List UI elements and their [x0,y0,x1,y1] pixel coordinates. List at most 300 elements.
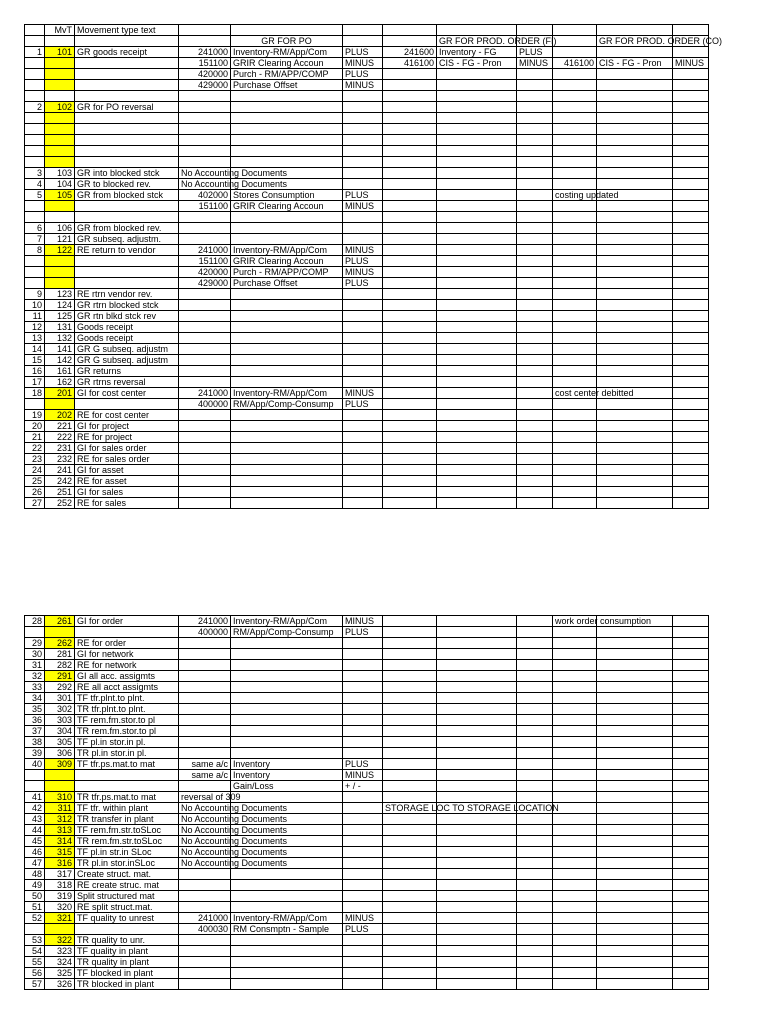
table-row [25,421,709,432]
row-number-cell: 24 [25,465,45,476]
table-row [25,443,709,454]
data-cell [553,660,597,671]
movement-type-cell: 102 [45,102,75,113]
movement-text-cell: RE return to vendor [75,245,179,256]
data-cell [383,377,437,388]
data-cell [553,157,597,168]
data-cell [231,102,343,113]
data-cell [597,168,673,179]
row-number-cell: 21 [25,432,45,443]
data-cell [383,443,437,454]
data-cell [179,649,231,660]
data-cell [553,80,597,91]
data-cell [179,366,231,377]
data-cell [553,748,597,759]
table-row [25,979,709,990]
data-cell [517,869,553,880]
data-cell [383,924,437,935]
data-cell [383,880,437,891]
data-cell [673,498,709,509]
movement-text-cell: TF rem.fm.stor.to pl [75,715,179,726]
data-cell [437,693,517,704]
data-cell [517,212,553,223]
row-number-cell: 53 [25,935,45,946]
data-cell [553,902,597,913]
data-cell [231,344,343,355]
data-cell [553,792,597,803]
row-number-cell [25,924,45,935]
data-cell [517,759,553,770]
data-cell [553,814,597,825]
data-cell: MINUS [343,245,383,256]
table-row [25,759,709,770]
data-cell [673,80,709,91]
data-cell [343,355,383,366]
data-cell [343,979,383,990]
movement-type-cell [45,770,75,781]
data-cell: Inventory - FG [437,47,517,58]
data-cell [231,146,343,157]
movement-type-cell: 162 [45,377,75,388]
data-cell [437,245,517,256]
data-cell: No Accounting Documents [179,179,231,190]
movement-type-cell: 324 [45,957,75,968]
data-cell [231,355,343,366]
row-number-cell: 7 [25,234,45,245]
data-cell [383,25,437,36]
data-cell: Inventory-RM/App/Com [231,47,343,58]
data-cell [553,212,597,223]
data-cell [383,355,437,366]
data-cell [517,300,553,311]
data-cell [437,454,517,465]
data-cell [553,487,597,498]
data-cell [517,124,553,135]
data-cell [597,704,673,715]
data-cell: PLUS [343,399,383,410]
data-cell [553,649,597,660]
data-cell [553,803,597,814]
table-row [25,847,709,858]
data-cell [231,792,343,803]
row-number-cell: 32 [25,671,45,682]
data-cell [383,300,437,311]
table-row [25,25,709,36]
movement-text-cell [75,770,179,781]
data-cell [673,421,709,432]
data-cell: 416100 [553,58,597,69]
movement-text-cell: TR pl.in stor.inSLoc [75,858,179,869]
row-number-cell: 27 [25,498,45,509]
data-cell [231,454,343,465]
data-cell [343,300,383,311]
data-cell [231,737,343,748]
data-cell: 241000 [179,388,231,399]
movement-text-cell: TR rem.fm.str.toSLoc [75,836,179,847]
data-cell [343,113,383,124]
data-cell [437,388,517,399]
data-cell [597,946,673,957]
movement-type-cell: 282 [45,660,75,671]
data-cell: CIS - FG - Pron [597,58,673,69]
movement-type-cell: 202 [45,410,75,421]
data-cell [597,465,673,476]
data-cell [437,25,517,36]
movement-text-cell [75,124,179,135]
data-cell [597,289,673,300]
data-cell [179,344,231,355]
table-row [25,814,709,825]
data-cell [597,660,673,671]
data-cell: GR FOR PO [231,36,343,47]
data-cell [179,146,231,157]
movement-type-cell [45,80,75,91]
data-cell: 151100 [179,201,231,212]
data-cell [517,487,553,498]
data-cell [673,388,709,399]
data-cell [437,311,517,322]
data-cell [343,715,383,726]
data-cell [437,476,517,487]
data-cell [343,880,383,891]
movement-type-cell: 305 [45,737,75,748]
data-cell [597,201,673,212]
data-cell [437,355,517,366]
data-cell [383,245,437,256]
data-cell [517,355,553,366]
movement-text-cell: RE create struc. mat [75,880,179,891]
data-cell [179,968,231,979]
data-cell [673,748,709,759]
data-cell [231,979,343,990]
table-row [25,311,709,322]
data-cell [553,770,597,781]
data-cell [231,234,343,245]
data-cell [597,300,673,311]
movement-type-cell [45,256,75,267]
data-cell [383,979,437,990]
row-number-cell: 52 [25,913,45,924]
table-row [25,399,709,410]
data-cell [673,803,709,814]
data-cell: GR FOR PROD. ORDER (FI) [437,36,517,47]
data-cell [673,836,709,847]
data-cell [673,201,709,212]
movement-text-cell: TR tfr.plnt.to plnt. [75,704,179,715]
data-cell [437,748,517,759]
row-number-cell: 39 [25,748,45,759]
data-cell: 429000 [179,80,231,91]
row-number-cell: 25 [25,476,45,487]
data-cell [517,792,553,803]
data-cell: RM Consmptn - Sample [231,924,343,935]
data-cell [517,781,553,792]
movement-type-cell [45,58,75,69]
data-cell [179,946,231,957]
row-number-cell: 20 [25,421,45,432]
table-row [25,487,709,498]
data-cell [597,267,673,278]
data-cell [517,410,553,421]
data-cell [553,267,597,278]
data-cell [517,223,553,234]
data-cell [553,179,597,190]
data-cell [673,179,709,190]
data-cell [343,135,383,146]
table-row [25,671,709,682]
data-cell [553,476,597,487]
data-cell [553,135,597,146]
data-cell [383,649,437,660]
table-row [25,726,709,737]
data-cell [597,671,673,682]
row-number-cell: 35 [25,704,45,715]
data-cell [553,146,597,157]
movement-text-cell [75,36,179,47]
data-cell [673,935,709,946]
row-number-cell: 34 [25,693,45,704]
data-cell [437,759,517,770]
data-cell [383,913,437,924]
movement-text-cell: TF tfr. within plant [75,803,179,814]
data-cell [437,638,517,649]
data-cell [343,465,383,476]
data-cell [179,157,231,168]
data-cell: No Accounting Documents [179,836,231,847]
data-cell [437,443,517,454]
data-cell [553,377,597,388]
data-cell: GRIR Clearing Accoun [231,201,343,212]
data-cell [517,671,553,682]
data-cell [517,146,553,157]
movement-text-cell [75,146,179,157]
data-cell [553,498,597,509]
data-cell [597,638,673,649]
movement-type-cell [45,924,75,935]
movement-text-cell: RE for cost center [75,410,179,421]
data-cell [517,454,553,465]
data-cell [437,649,517,660]
data-cell [553,946,597,957]
data-cell [517,957,553,968]
table-row [25,924,709,935]
data-cell [597,487,673,498]
movement-type-cell: 314 [45,836,75,847]
data-cell [553,781,597,792]
row-number-cell [25,124,45,135]
data-cell [597,399,673,410]
data-cell [673,377,709,388]
data-cell: MINUS [343,201,383,212]
data-cell [517,135,553,146]
data-cell [343,322,383,333]
data-cell [597,880,673,891]
data-cell [231,212,343,223]
data-cell [673,289,709,300]
data-cell [343,869,383,880]
data-cell [437,322,517,333]
data-cell [437,69,517,80]
data-cell [343,487,383,498]
row-number-cell: 15 [25,355,45,366]
data-cell [673,880,709,891]
table-row [25,300,709,311]
data-cell [597,234,673,245]
data-cell [383,91,437,102]
table-row [25,102,709,113]
data-cell [383,660,437,671]
row-number-cell: 41 [25,792,45,803]
movement-type-cell: 222 [45,432,75,443]
data-cell [179,748,231,759]
data-cell [383,410,437,421]
data-cell [383,201,437,212]
row-number-cell [25,146,45,157]
row-number-cell: 36 [25,715,45,726]
data-cell [343,223,383,234]
data-cell: 241000 [179,913,231,924]
movement-type-cell: 242 [45,476,75,487]
data-cell [553,69,597,80]
data-cell [231,704,343,715]
movement-type-cell [45,69,75,80]
data-cell [517,311,553,322]
data-cell: No Accounting Documents [179,168,231,179]
data-cell [179,638,231,649]
data-cell [437,902,517,913]
movement-type-cell: 132 [45,333,75,344]
data-cell [597,924,673,935]
row-number-cell: 10 [25,300,45,311]
movement-type-cell: 124 [45,300,75,311]
movement-text-cell: GI for sales order [75,443,179,454]
data-cell [517,333,553,344]
data-cell [597,682,673,693]
data-cell [553,289,597,300]
row-number-cell [25,627,45,638]
data-cell [231,748,343,759]
data-cell: PLUS [343,256,383,267]
data-cell [383,498,437,509]
data-cell [597,157,673,168]
data-cell [673,814,709,825]
data-cell [553,968,597,979]
data-cell [553,891,597,902]
data-cell [231,957,343,968]
data-cell [383,80,437,91]
data-cell [673,146,709,157]
data-cell [597,377,673,388]
data-cell [437,968,517,979]
data-cell [383,256,437,267]
table-row [25,946,709,957]
data-cell [597,693,673,704]
data-cell [673,968,709,979]
data-cell: No Accounting Documents [179,814,231,825]
table-row [25,616,709,627]
movement-text-cell: Goods receipt [75,333,179,344]
data-cell [517,322,553,333]
row-number-cell: 38 [25,737,45,748]
row-number-cell: 13 [25,333,45,344]
data-cell [231,289,343,300]
data-cell [597,869,673,880]
data-cell [517,190,553,201]
movement-text-cell [75,91,179,102]
data-cell [179,25,231,36]
row-number-cell [25,212,45,223]
data-cell [437,102,517,113]
data-cell [597,649,673,660]
movement-type-cell [45,146,75,157]
data-cell [673,311,709,322]
table-row [25,660,709,671]
data-cell [231,377,343,388]
table-row [25,36,709,47]
data-cell: PLUS [343,278,383,289]
data-cell [343,146,383,157]
data-cell: 241000 [179,245,231,256]
data-cell [437,344,517,355]
data-cell [517,399,553,410]
data-cell [383,267,437,278]
data-cell [383,968,437,979]
data-cell [673,487,709,498]
data-cell [437,289,517,300]
table-row [25,135,709,146]
data-cell [383,289,437,300]
data-cell [517,682,553,693]
data-cell [517,814,553,825]
movement-text-cell [75,69,179,80]
data-cell [383,487,437,498]
data-cell [517,25,553,36]
data-cell [179,465,231,476]
data-cell [383,135,437,146]
data-cell [383,847,437,858]
data-cell [179,979,231,990]
data-cell [343,366,383,377]
data-cell [343,124,383,135]
data-cell [517,913,553,924]
table-row [25,388,709,399]
movement-type-cell: 281 [45,649,75,660]
movement-type-cell: 221 [45,421,75,432]
data-cell [517,924,553,935]
data-cell [383,671,437,682]
data-cell [597,935,673,946]
data-cell [553,671,597,682]
movement-type-cell: 322 [45,935,75,946]
data-cell [383,836,437,847]
data-cell [673,957,709,968]
data-cell [597,476,673,487]
table-row [25,649,709,660]
data-cell [383,748,437,759]
data-cell: cost center debitted [553,388,597,399]
data-cell [673,627,709,638]
data-cell [231,935,343,946]
table-row [25,69,709,80]
data-cell [597,223,673,234]
data-cell [597,443,673,454]
table-row [25,432,709,443]
movement-type-cell: 321 [45,913,75,924]
row-number-cell: 11 [25,311,45,322]
movement-text-cell [75,80,179,91]
data-cell [517,858,553,869]
data-cell [179,660,231,671]
